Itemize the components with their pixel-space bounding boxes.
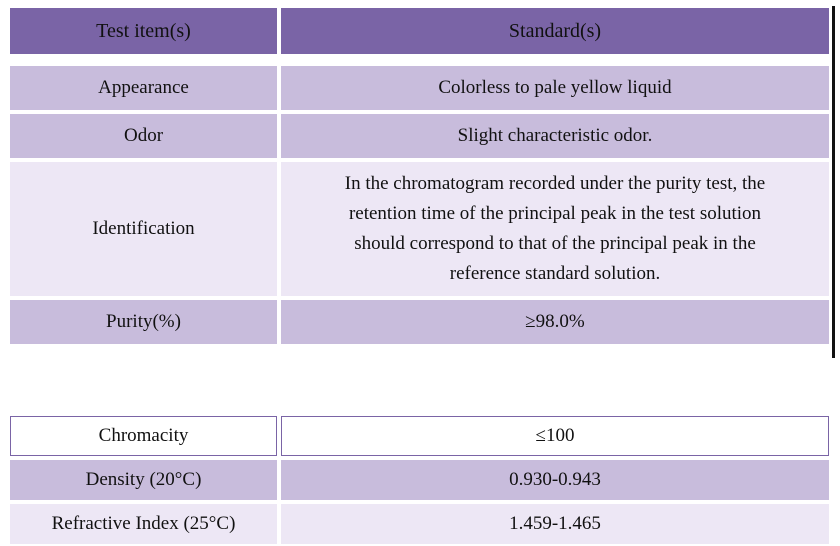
identification-line-1: In the chromatogram recorded under the purity test, the [344,173,766,194]
row-item-refractive-index: Refractive Index (25°C) [8,502,279,546]
row-standard-density: 0.930-0.943 [279,458,831,502]
row-standard-chromacity: ≤100 [279,414,831,458]
row-standard-refractive-index: 1.459-1.465 [279,502,831,546]
specification-table [8,6,831,346]
row-item-appearance: Appearance [8,64,279,112]
identification-line-2: retention time of the principal peak in the test solution [348,203,762,224]
row-standard-identification [279,160,831,298]
table-row [8,160,831,298]
row-standard-odor: Slight characteristic odor. [279,112,831,160]
table-row [8,64,831,112]
row-standard-appearance: Colorless to pale yellow liquid [279,64,831,112]
identification-line-3: should correspond to that of the principal peak in the [354,233,756,254]
row-item-purity: Purity(%) [8,298,279,346]
table-right-border [832,6,835,358]
identification-text [345,169,766,289]
row-item-density: Density (20°C) [8,458,279,502]
table-row [8,414,831,458]
header-test-items: Test item(s) [8,6,279,56]
header-standards: Standard(s) [279,6,831,56]
table-row [8,298,831,346]
table-row [8,112,831,160]
specification-table-continued [8,414,831,546]
table-row [8,458,831,502]
row-item-chromacity: Chromacity [8,414,279,458]
row-item-identification: Identification [8,160,279,298]
table-row [8,502,831,546]
table-header-row [8,6,831,56]
row-item-odor: Odor [8,112,279,160]
row-standard-purity: ≥98.0% [279,298,831,346]
identification-line-4: reference standard solution. [449,263,661,284]
